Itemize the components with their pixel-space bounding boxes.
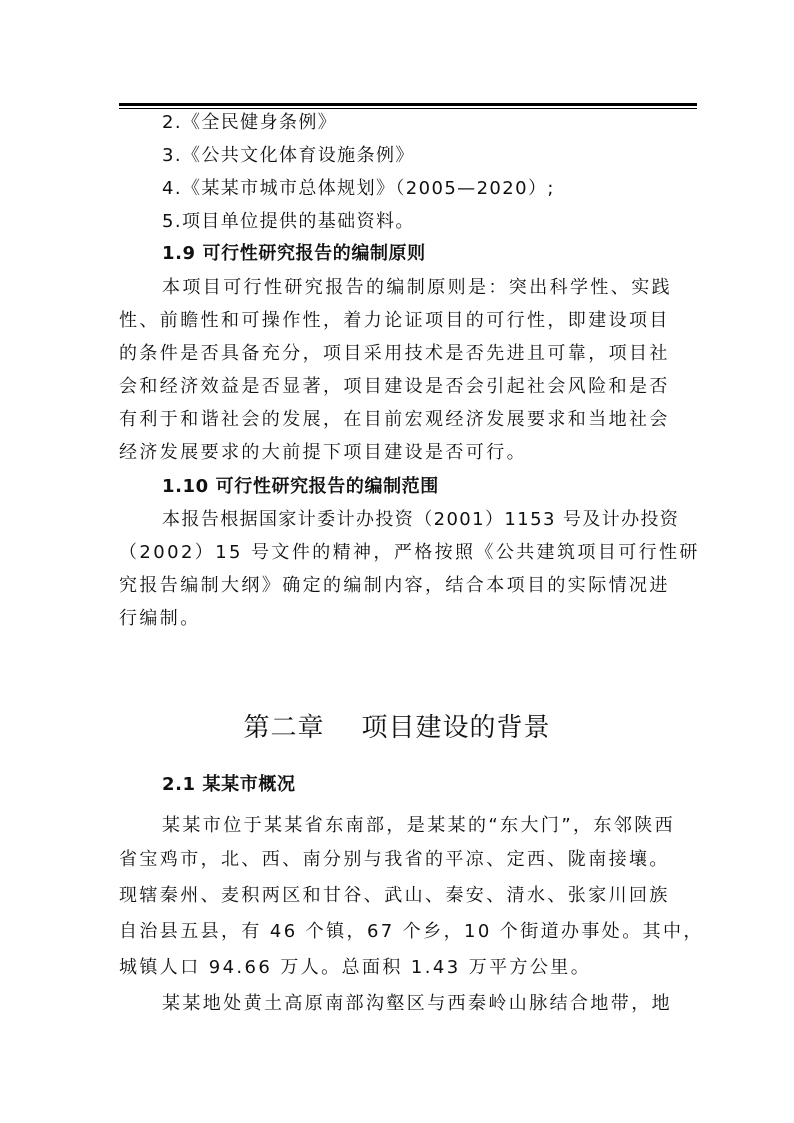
section-heading-2-1: 2.1 某某市概况 [162,774,296,795]
paragraph-line: 行编制。 [119,608,201,629]
paragraph-line: 本项目可行性研究报告的编制原则是：突出科学性、实践 [162,277,672,298]
paragraph-line: 性、前瞻性和可操作性，着力论证项目的可行性，即建设项目 [119,310,670,331]
paragraph-line: （2002）15 号文件的精神，严格按照《公共建筑项目可行性研 [119,542,700,563]
paragraph-line: 究报告编制大纲》确定的编制内容，结合本项目的实际情况进 [119,575,670,596]
paragraph-line: 会和经济效益是否显著，项目建设是否会引起社会风险和是否 [119,376,670,397]
paragraph-line: 某某市位于某某省东南部，是某某的“东大门”，东邻陕西 [162,815,676,836]
paragraph-line: 经济发展要求的大前提下项目建设是否可行。 [119,442,527,463]
reference-item-2: 2.《全民健身条例》 [162,112,338,133]
chapter-title: 第二章 项目建设的背景 [243,713,551,743]
paragraph-line: 城镇人口 94.66 万人。总面积 1.43 万平方公里。 [119,957,592,978]
section-heading-1-10: 1.10 可行性研究报告的编制范围 [162,476,439,497]
paragraph-line: 有利于和谐社会的发展，在目前宏观经济发展要求和当地社会 [119,409,670,430]
paragraph-line: 本报告根据国家计委计办投资（2001）1153 号及计办投资 [162,509,680,530]
paragraph-line: 现辖秦州、麦积两区和甘谷、武山、秦安、清水、张家川回族 [119,885,670,906]
reference-item-5: 5.项目单位提供的基础资料。 [162,211,415,232]
section-heading-1-9: 1.9 可行性研究报告的编制原则 [162,243,426,264]
paragraph-line: 的条件是否具备充分，项目采用技术是否先进且可靠，项目社 [119,343,670,364]
paragraph-line: 省宝鸡市，北、西、南分别与我省的平凉、定西、陇南接壤。 [119,849,670,870]
header-rule [119,103,697,106]
paragraph-line: 某某地处黄土高原南部沟壑区与西秦岭山脉结合地带，地 [162,993,672,1014]
header-rule-thin [119,108,697,109]
reference-item-4: 4.《某某市城市总体规划》（2005—2020）; [162,178,555,199]
paragraph-line: 自治县五县，有 46 个镇，67 个乡，10 个街道办事处。其中， [119,921,704,942]
reference-item-3: 3.《公共文化体育设施条例》 [162,145,415,166]
